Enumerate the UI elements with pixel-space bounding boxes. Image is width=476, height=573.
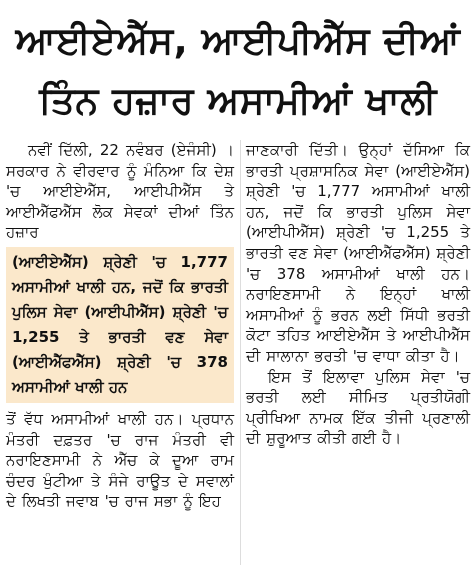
article-intro-paragraph: ਨਵੀਂ ਦਿੱਲੀ, 22 ਨਵੰਬਰ (ਏਜੰਸੀ) । ਸਰਕਾਰ ਨੇ ਵੀਰਵਾਰ ਨੂੰ ਮੰਨਿਆ ਕਿ ਦੇਸ਼ 'ਚ ਆਈਏਐੱਸ, ਆਈਪੀਐੱਸ ਤੇ ਆਈਐੱਫਐੱਸ ਲੋਕ ਸੇਵਕਾਂ ਦੀਆਂ ਤਿੰਨ ਹਜ਼ਾਰ: [6, 141, 234, 242]
article-column-right: [246, 140, 470, 449]
article-paragraph-right-2: ਇਸ ਤੋਂ ਇਲਾਵਾ ਪੁਲਿਸ ਸੇਵਾ 'ਚ ਭਰਤੀ ਲਈ ਸੀਮਿਤ ਪ੍ਰਤੀਯੋਗੀ ਪ੍ਰੀਖਿਆ ਨਾਮਕ ਇੱਕ ਤੀਜੀ ਪ੍ਰਣਾਲੀ ਦੀ ਸ਼ੁਰੂਆਤ ਕੀਤੀ ਗਈ ਹੈ।: [246, 367, 470, 448]
headline-line-1: ਆਈਏਐੱਸ, ਆਈਪੀਐੱਸ ਦੀਆਂ: [15, 19, 461, 62]
headline-line-2: ਤਿੰਨ ਹਜ਼ਾਰ ਅਸਾਮੀਆਂ ਖਾਲੀ: [39, 79, 437, 122]
article-paragraph-right-1: ਜਾਣਕਾਰੀ ਦਿੱਤੀ। ਉਨ੍ਹਾਂ ਦੱਸਿਆ ਕਿ ਭਾਰਤੀ ਪ੍ਰਸ਼ਾਸਨਿਕ ਸੇਵਾ (ਆਈਏਐੱਸ) ਸ਼੍ਰੇਣੀ 'ਚ 1,777 ਅਸਾਮੀਆਂ ਖਾਲੀ ਹਨ, ਜਦੋਂ ਕਿ ਭਾਰਤੀ ਪੁਲਿਸ ਸੇਵਾ (ਆਈਪੀਐੱਸ) ਸ਼੍ਰੇਣੀ 'ਚ 1,255 ਤੇ ਭਾਰਤੀ ਵਣ ਸੇਵਾ (ਆਈਐੱਫਐੱਸ) ਸ਼੍ਰੇਣੀ 'ਚ 378 ਅਸਾਮੀਆਂ ਖਾਲੀ ਹਨ। ਨਰਾਇਣਸਾਮੀ ਨੇ ਇਨ੍ਹਾਂ ਖਾਲੀ ਅਸਾਮੀਆਂ ਨੂੰ ਭਰਨ ਲਈ ਸਿੱਧੀ ਭਰਤੀ ਕੋਟਾ ਤਹਿਤ ਆਈਏਐੱਸ ਤੇ ਆਈਪੀਐੱਸ ਦੀ ਸਾਲਾਨਾ ਭਰਤੀ 'ਚ ਵਾਧਾ ਕੀਤਾ ਹੈ।: [246, 141, 470, 365]
column-divider: [240, 140, 241, 565]
article-column-left: [6, 140, 234, 512]
highlight-quote-box: (ਆਈਏਐੱਸ) ਸ਼੍ਰੇਣੀ 'ਚ 1,777 ਅਸਾਮੀਆਂ ਖਾਲੀ ਹਨ, ਜਦੋਂ ਕਿ ਭਾਰਤੀ ਪੁਲਿਸ ਸੇਵਾ (ਆਈਪੀਐੱਸ) ਸ਼੍ਰੇਣੀ 'ਚ 1,255 ਤੇ ਭਾਰਤੀ ਵਣ ਸੇਵਾ (ਆਈਐੱਫਐੱਸ) ਸ਼੍ਰੇਣੀ 'ਚ 378 ਅਸਾਮੀਆਂ ਖਾਲੀ ਹਨ: [6, 247, 234, 403]
article-paragraph-continued: ਤੋਂ ਵੱਧ ਅਸਾਮੀਆਂ ਖਾਲੀ ਹਨ। ਪ੍ਰਧਾਨ ਮੰਤਰੀ ਦਫ਼ਤਰ 'ਚ ਰਾਜ ਮੰਤਰੀ ਵੀ ਨਰਾਇਣਸਾਮੀ ਨੇ ਐੱਚ ਕੇ ਦੂਆ ਰਾਮ ਚੰਦਰ ਖੁੰਟੀਆ ਤੇ ਸੰਜੇ ਰਾਊਤ ਦੇ ਸਵਾਲਾਂ ਦੇ ਲਿਖਤੀ ਜਵਾਬ 'ਚ ਰਾਜ ਸਭਾ ਨੂੰ ਇਹ: [6, 409, 234, 511]
